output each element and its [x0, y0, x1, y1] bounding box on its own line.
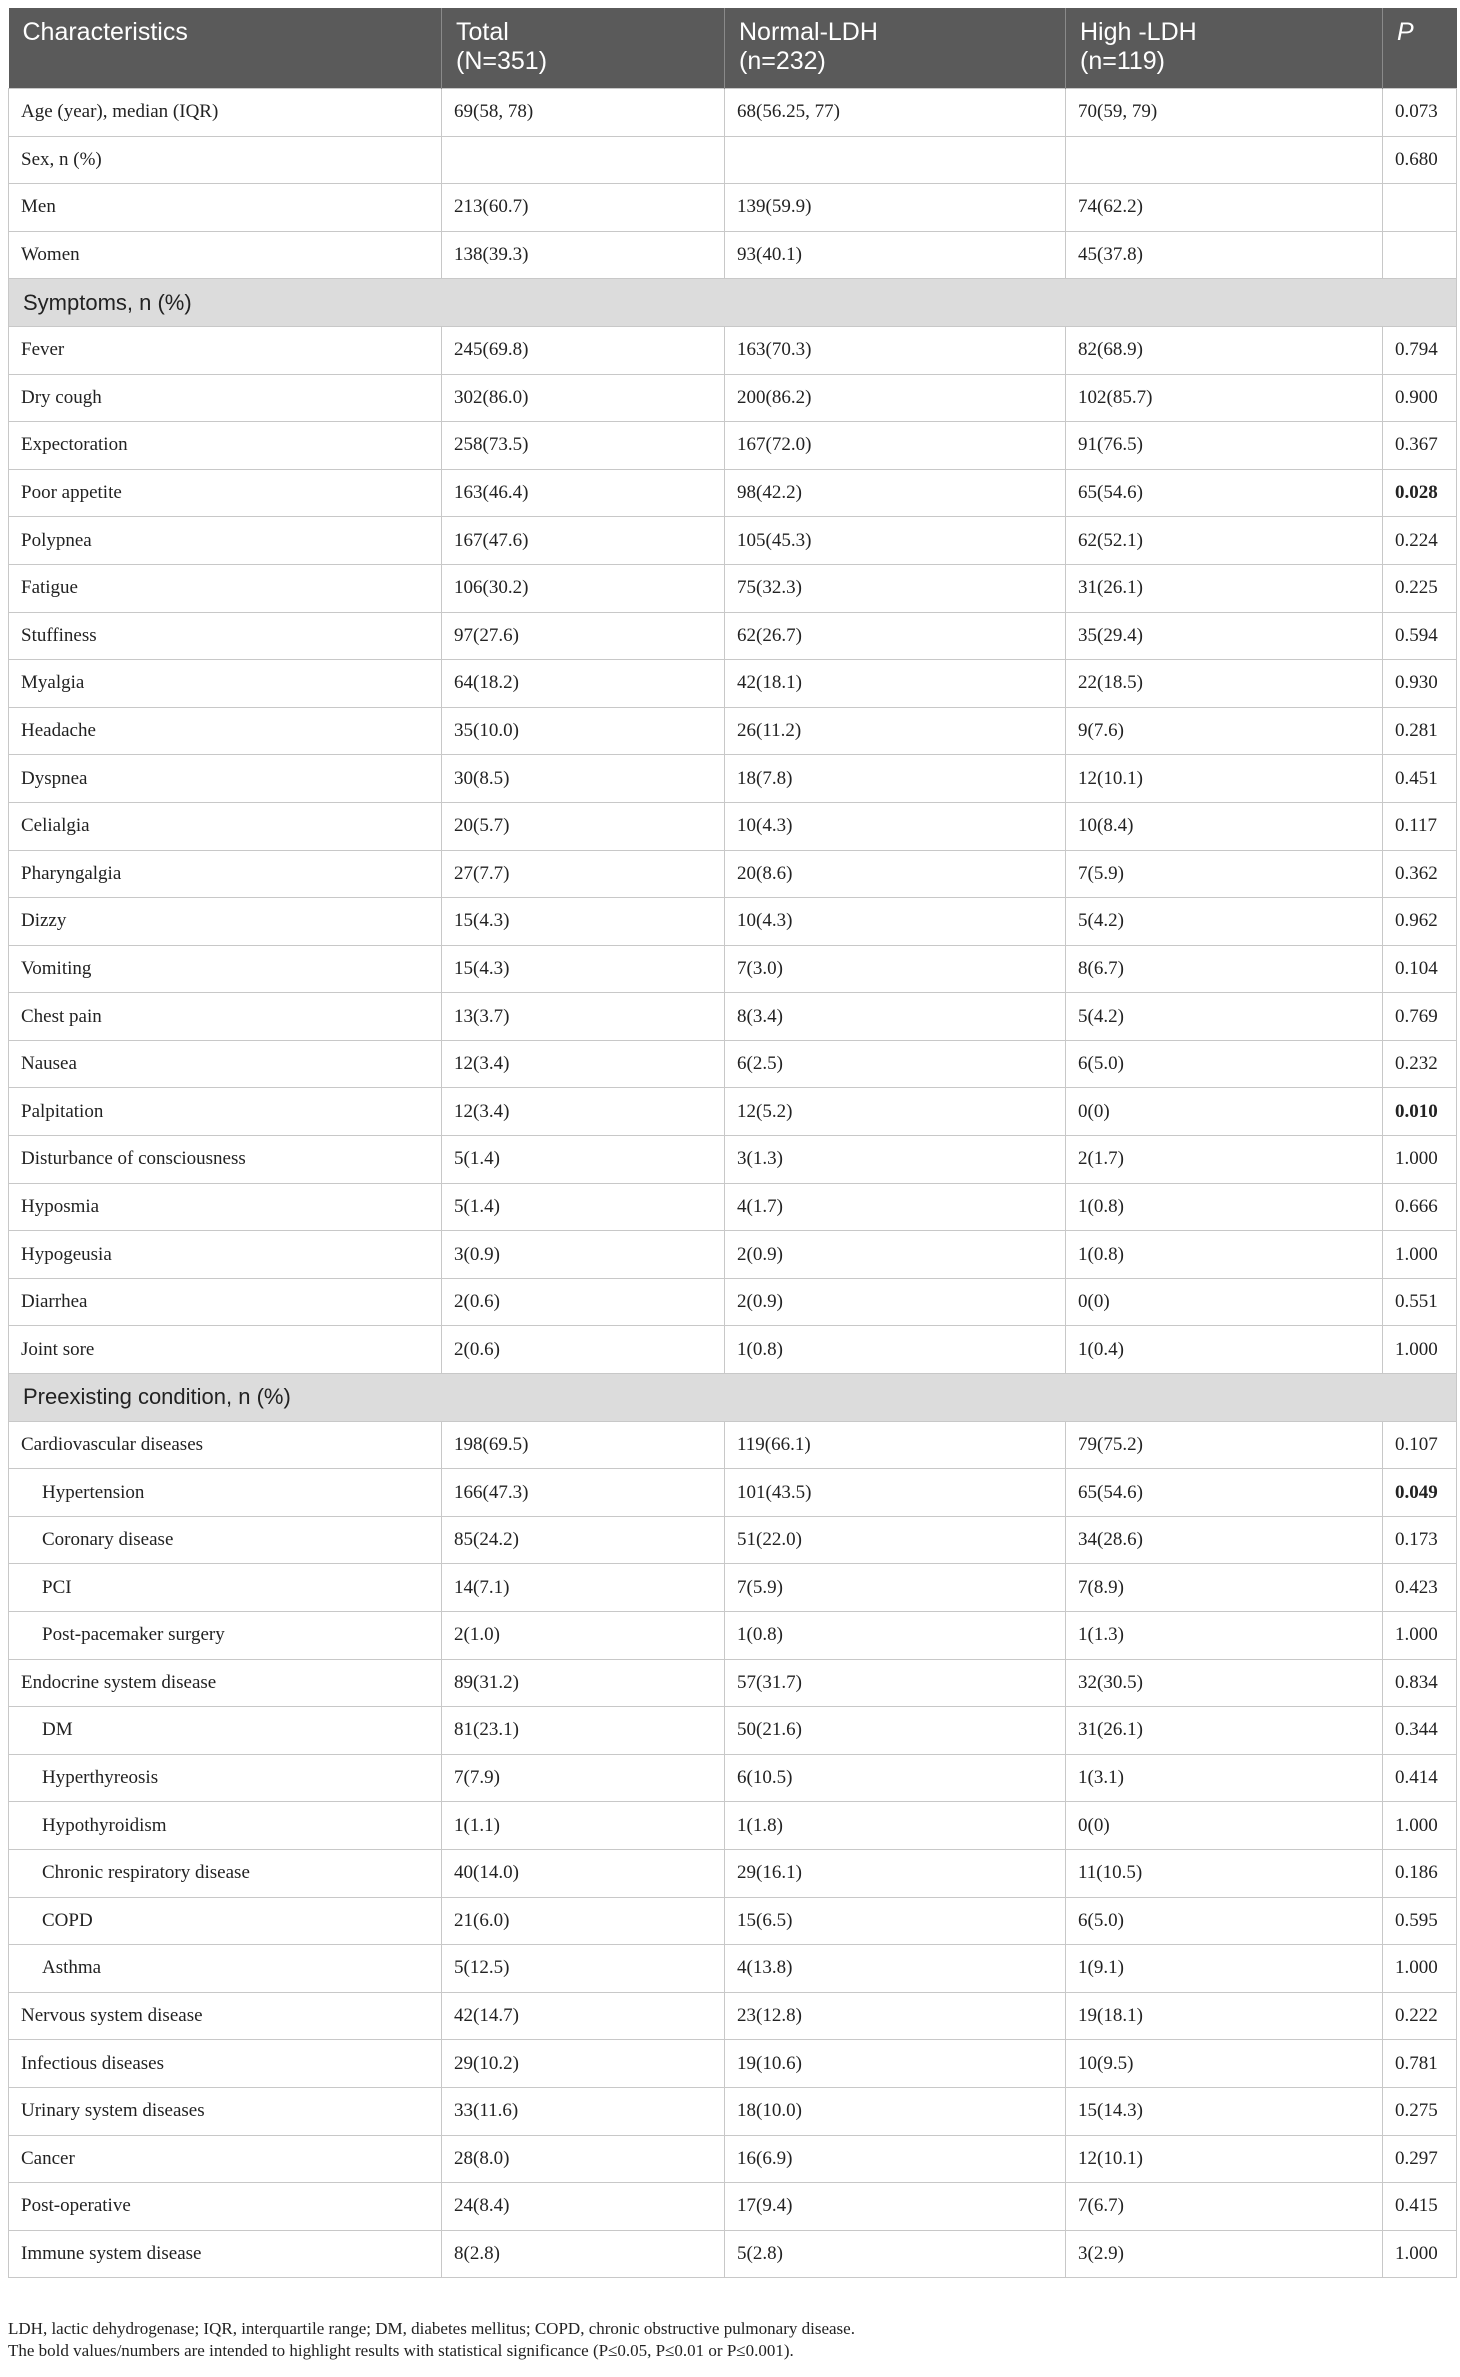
- cell-total: 213(60.7): [442, 184, 725, 232]
- cell-normal-ldh: 167(72.0): [725, 422, 1066, 470]
- cell-p-value: 0.930: [1383, 660, 1457, 708]
- cell-characteristic: Dry cough: [9, 374, 442, 422]
- cell-characteristic: Coronary disease: [9, 1516, 442, 1564]
- cell-p-value: 0.281: [1383, 707, 1457, 755]
- cell-characteristic: Joint sore: [9, 1326, 442, 1374]
- header-high-ldh-line1: High -LDH: [1080, 18, 1197, 46]
- cell-high-ldh: 10(8.4): [1066, 802, 1383, 850]
- table-header-row: [9, 8, 1457, 89]
- cell-high-ldh: 2(1.7): [1066, 1136, 1383, 1184]
- table-row: [9, 1421, 1457, 1469]
- cell-normal-ldh: 18(7.8): [725, 755, 1066, 803]
- cell-normal-ldh: 105(45.3): [725, 517, 1066, 565]
- header-high-ldh: [1066, 8, 1383, 89]
- cell-high-ldh: 32(30.5): [1066, 1659, 1383, 1707]
- table-row: [9, 89, 1457, 137]
- cell-total: 5(1.4): [442, 1183, 725, 1231]
- cell-high-ldh: 22(18.5): [1066, 660, 1383, 708]
- cell-characteristic: Dyspnea: [9, 755, 442, 803]
- cell-high-ldh: 0(0): [1066, 1278, 1383, 1326]
- cell-total: 167(47.6): [442, 517, 725, 565]
- cell-characteristic: Chronic respiratory disease: [9, 1849, 442, 1897]
- cell-characteristic: Post-pacemaker surgery: [9, 1612, 442, 1660]
- cell-high-ldh: 34(28.6): [1066, 1516, 1383, 1564]
- cell-normal-ldh: [725, 136, 1066, 184]
- cell-characteristic: Stuffiness: [9, 612, 442, 660]
- table-row: [9, 469, 1457, 517]
- cell-high-ldh: 1(0.8): [1066, 1231, 1383, 1279]
- cell-total: 42(14.7): [442, 1992, 725, 2040]
- cell-p-value: 1.000: [1383, 1136, 1457, 1184]
- cell-normal-ldh: 119(66.1): [725, 1421, 1066, 1469]
- cell-total: 2(0.6): [442, 1278, 725, 1326]
- footnote-bold-explanation: The bold values/numbers are intended to highlight results with statistical significance (P≤0.05, P≤0.01 or P≤0.001).: [8, 2341, 794, 2360]
- cell-p-value: 0.117: [1383, 802, 1457, 850]
- table-row: [9, 707, 1457, 755]
- table-row: [9, 422, 1457, 470]
- cell-total: 12(3.4): [442, 1088, 725, 1136]
- cell-normal-ldh: 50(21.6): [725, 1707, 1066, 1755]
- table-row: [9, 2183, 1457, 2231]
- cell-p-value: 0.073: [1383, 89, 1457, 137]
- table-row: [9, 184, 1457, 232]
- cell-characteristic: Asthma: [9, 1945, 442, 1993]
- cell-total: 5(1.4): [442, 1136, 725, 1184]
- cell-normal-ldh: 19(10.6): [725, 2040, 1066, 2088]
- cell-normal-ldh: 98(42.2): [725, 469, 1066, 517]
- cell-total: 3(0.9): [442, 1231, 725, 1279]
- table-row: [9, 326, 1457, 374]
- cell-characteristic: Infectious diseases: [9, 2040, 442, 2088]
- cell-total: 258(73.5): [442, 422, 725, 470]
- cell-p-value: 0.451: [1383, 755, 1457, 803]
- table-row: [9, 231, 1457, 279]
- cell-p-value: 0.594: [1383, 612, 1457, 660]
- table-row: [9, 2087, 1457, 2135]
- cell-characteristic: Sex, n (%): [9, 136, 442, 184]
- cell-p-value: 0.104: [1383, 945, 1457, 993]
- cell-total: 7(7.9): [442, 1754, 725, 1802]
- cell-characteristic: Nervous system disease: [9, 1992, 442, 2040]
- cell-p-value: 1.000: [1383, 1231, 1457, 1279]
- cell-characteristic: Nausea: [9, 1040, 442, 1088]
- cell-total: 1(1.1): [442, 1802, 725, 1850]
- table-row: [9, 136, 1457, 184]
- table-row: [9, 1754, 1457, 1802]
- cell-p-value: 0.551: [1383, 1278, 1457, 1326]
- cell-total: 138(39.3): [442, 231, 725, 279]
- cell-total: 69(58, 78): [442, 89, 725, 137]
- cell-p-value: 0.367: [1383, 422, 1457, 470]
- cell-normal-ldh: 42(18.1): [725, 660, 1066, 708]
- cell-high-ldh: 82(68.9): [1066, 326, 1383, 374]
- cell-normal-ldh: 5(2.8): [725, 2230, 1066, 2278]
- cell-total: 20(5.7): [442, 802, 725, 850]
- cell-high-ldh: 12(10.1): [1066, 2135, 1383, 2183]
- cell-normal-ldh: 200(86.2): [725, 374, 1066, 422]
- cell-high-ldh: 91(76.5): [1066, 422, 1383, 470]
- section-header-row: [9, 1374, 1457, 1422]
- table-row: [9, 1707, 1457, 1755]
- cell-characteristic: Hypothyroidism: [9, 1802, 442, 1850]
- cell-high-ldh: 31(26.1): [1066, 564, 1383, 612]
- cell-p-value: 0.107: [1383, 1421, 1457, 1469]
- cell-normal-ldh: 8(3.4): [725, 993, 1066, 1041]
- cell-characteristic: Vomiting: [9, 945, 442, 993]
- cell-p-value: 0.781: [1383, 2040, 1457, 2088]
- cell-high-ldh: 11(10.5): [1066, 1849, 1383, 1897]
- cell-normal-ldh: 4(1.7): [725, 1183, 1066, 1231]
- cell-p-value: 0.173: [1383, 1516, 1457, 1564]
- cell-total: 5(12.5): [442, 1945, 725, 1993]
- cell-high-ldh: [1066, 136, 1383, 184]
- cell-normal-ldh: 15(6.5): [725, 1897, 1066, 1945]
- cell-characteristic: Urinary system diseases: [9, 2087, 442, 2135]
- table-row: [9, 612, 1457, 660]
- cell-total: 27(7.7): [442, 850, 725, 898]
- table-row: [9, 1183, 1457, 1231]
- cell-high-ldh: 1(0.8): [1066, 1183, 1383, 1231]
- cell-high-ldh: 19(18.1): [1066, 1992, 1383, 2040]
- cell-p-value: 1.000: [1383, 1326, 1457, 1374]
- cell-high-ldh: 1(9.1): [1066, 1945, 1383, 1993]
- table-body: [9, 89, 1457, 2278]
- cell-characteristic: Post-operative: [9, 2183, 442, 2231]
- table-row: [9, 1516, 1457, 1564]
- table-row: [9, 564, 1457, 612]
- cell-high-ldh: 6(5.0): [1066, 1040, 1383, 1088]
- cell-normal-ldh: 57(31.7): [725, 1659, 1066, 1707]
- cell-high-ldh: 31(26.1): [1066, 1707, 1383, 1755]
- cell-high-ldh: 74(62.2): [1066, 184, 1383, 232]
- cell-p-value: 0.028: [1383, 469, 1457, 517]
- cell-total: 302(86.0): [442, 374, 725, 422]
- cell-characteristic: Fever: [9, 326, 442, 374]
- table-row: [9, 898, 1457, 946]
- cell-high-ldh: 5(4.2): [1066, 993, 1383, 1041]
- header-high-ldh-line2: (n=119): [1080, 47, 1166, 75]
- cell-normal-ldh: 7(3.0): [725, 945, 1066, 993]
- cell-p-value: 0.414: [1383, 1754, 1457, 1802]
- cell-characteristic: Myalgia: [9, 660, 442, 708]
- cell-p-value: 0.222: [1383, 1992, 1457, 2040]
- cell-normal-ldh: 29(16.1): [725, 1849, 1066, 1897]
- cell-normal-ldh: 139(59.9): [725, 184, 1066, 232]
- cell-normal-ldh: 93(40.1): [725, 231, 1066, 279]
- cell-normal-ldh: 23(12.8): [725, 1992, 1066, 2040]
- header-p-value-line1: P: [1397, 18, 1414, 46]
- cell-high-ldh: 15(14.3): [1066, 2087, 1383, 2135]
- cell-p-value: 0.232: [1383, 1040, 1457, 1088]
- cell-high-ldh: 7(6.7): [1066, 2183, 1383, 2231]
- cell-p-value: 0.595: [1383, 1897, 1457, 1945]
- cell-p-value: 0.225: [1383, 564, 1457, 612]
- cell-normal-ldh: 6(2.5): [725, 1040, 1066, 1088]
- cell-characteristic: Pharyngalgia: [9, 850, 442, 898]
- cell-normal-ldh: 3(1.3): [725, 1136, 1066, 1184]
- cell-high-ldh: 12(10.1): [1066, 755, 1383, 803]
- cell-p-value: [1383, 184, 1457, 232]
- table-row: [9, 660, 1457, 708]
- cell-total: 40(14.0): [442, 1849, 725, 1897]
- header-total: [442, 8, 725, 89]
- cell-high-ldh: 0(0): [1066, 1088, 1383, 1136]
- cell-total: 198(69.5): [442, 1421, 725, 1469]
- table-row: [9, 1469, 1457, 1517]
- cell-characteristic: Celialgia: [9, 802, 442, 850]
- table-row: [9, 1897, 1457, 1945]
- cell-normal-ldh: 12(5.2): [725, 1088, 1066, 1136]
- cell-p-value: 0.344: [1383, 1707, 1457, 1755]
- cell-high-ldh: 45(37.8): [1066, 231, 1383, 279]
- section-header-row: [9, 279, 1457, 327]
- cell-normal-ldh: 10(4.3): [725, 898, 1066, 946]
- table-row: [9, 1278, 1457, 1326]
- cell-p-value: 0.275: [1383, 2087, 1457, 2135]
- cell-p-value: 0.769: [1383, 993, 1457, 1041]
- cell-high-ldh: 70(59, 79): [1066, 89, 1383, 137]
- cell-p-value: 0.415: [1383, 2183, 1457, 2231]
- table-row: [9, 993, 1457, 1041]
- table-row: [9, 755, 1457, 803]
- cell-p-value: 0.680: [1383, 136, 1457, 184]
- table-row: [9, 1088, 1457, 1136]
- cell-characteristic: Cancer: [9, 2135, 442, 2183]
- table-row: [9, 2040, 1457, 2088]
- cell-p-value: 0.186: [1383, 1849, 1457, 1897]
- cell-total: 166(47.3): [442, 1469, 725, 1517]
- cell-p-value: 0.362: [1383, 850, 1457, 898]
- cell-high-ldh: 8(6.7): [1066, 945, 1383, 993]
- header-total-line1: Total: [456, 18, 509, 46]
- cell-characteristic: PCI: [9, 1564, 442, 1612]
- table-row: [9, 1040, 1457, 1088]
- cell-high-ldh: 5(4.2): [1066, 898, 1383, 946]
- cell-normal-ldh: 17(9.4): [725, 2183, 1066, 2231]
- table-row: [9, 1231, 1457, 1279]
- cell-normal-ldh: 163(70.3): [725, 326, 1066, 374]
- cell-normal-ldh: 75(32.3): [725, 564, 1066, 612]
- header-normal-ldh-line1: Normal-LDH: [739, 18, 878, 46]
- cell-high-ldh: 7(8.9): [1066, 1564, 1383, 1612]
- cell-p-value: 0.900: [1383, 374, 1457, 422]
- cell-total: 13(3.7): [442, 993, 725, 1041]
- cell-normal-ldh: 1(0.8): [725, 1326, 1066, 1374]
- cell-p-value: 0.049: [1383, 1469, 1457, 1517]
- table-row: [9, 1945, 1457, 1993]
- cell-characteristic: Chest pain: [9, 993, 442, 1041]
- cell-total: 163(46.4): [442, 469, 725, 517]
- cell-total: 245(69.8): [442, 326, 725, 374]
- cell-normal-ldh: 51(22.0): [725, 1516, 1066, 1564]
- cell-normal-ldh: 10(4.3): [725, 802, 1066, 850]
- cell-characteristic: Women: [9, 231, 442, 279]
- cell-characteristic: Headache: [9, 707, 442, 755]
- cell-characteristic: Fatigue: [9, 564, 442, 612]
- cell-characteristic: Hyposmia: [9, 1183, 442, 1231]
- cell-total: 8(2.8): [442, 2230, 725, 2278]
- table-row: [9, 1849, 1457, 1897]
- cell-characteristic: Hypogeusia: [9, 1231, 442, 1279]
- cell-high-ldh: 1(3.1): [1066, 1754, 1383, 1802]
- cell-total: 97(27.6): [442, 612, 725, 660]
- cell-high-ldh: 7(5.9): [1066, 850, 1383, 898]
- header-characteristics: [9, 8, 442, 89]
- cell-total: 2(0.6): [442, 1326, 725, 1374]
- cell-characteristic: Immune system disease: [9, 2230, 442, 2278]
- cell-p-value: 0.297: [1383, 2135, 1457, 2183]
- cell-characteristic: Dizzy: [9, 898, 442, 946]
- table-row: [9, 1564, 1457, 1612]
- cell-total: 28(8.0): [442, 2135, 725, 2183]
- cell-characteristic: Hypertension: [9, 1469, 442, 1517]
- header-total-line2: (N=351): [456, 47, 548, 75]
- cell-high-ldh: 62(52.1): [1066, 517, 1383, 565]
- cell-normal-ldh: 101(43.5): [725, 1469, 1066, 1517]
- cell-characteristic: Hyperthyreosis: [9, 1754, 442, 1802]
- cell-p-value: 0.834: [1383, 1659, 1457, 1707]
- header-p-value: [1383, 8, 1457, 89]
- header-normal-ldh: [725, 8, 1066, 89]
- cell-p-value: 1.000: [1383, 1612, 1457, 1660]
- table-row: [9, 2135, 1457, 2183]
- table-footnotes: [8, 2318, 1456, 2362]
- section-label: Symptoms, n (%): [9, 279, 1457, 327]
- cell-high-ldh: 9(7.6): [1066, 707, 1383, 755]
- cell-normal-ldh: 68(56.25, 77): [725, 89, 1066, 137]
- cell-p-value: 0.794: [1383, 326, 1457, 374]
- cell-high-ldh: 1(0.4): [1066, 1326, 1383, 1374]
- table-row: [9, 1802, 1457, 1850]
- cell-total: 64(18.2): [442, 660, 725, 708]
- cell-total: 15(4.3): [442, 898, 725, 946]
- cell-characteristic: Cardiovascular diseases: [9, 1421, 442, 1469]
- header-characteristics-line1: Characteristics: [22, 18, 188, 46]
- table-row: [9, 802, 1457, 850]
- cell-p-value: 0.666: [1383, 1183, 1457, 1231]
- cell-total: 21(6.0): [442, 1897, 725, 1945]
- cell-p-value: 1.000: [1383, 1945, 1457, 1993]
- table-row: [9, 517, 1457, 565]
- table-row: [9, 2230, 1457, 2278]
- cell-total: 85(24.2): [442, 1516, 725, 1564]
- cell-total: 35(10.0): [442, 707, 725, 755]
- cell-total: 33(11.6): [442, 2087, 725, 2135]
- cell-total: 81(23.1): [442, 1707, 725, 1755]
- cell-normal-ldh: 6(10.5): [725, 1754, 1066, 1802]
- cell-characteristic: Diarrhea: [9, 1278, 442, 1326]
- cell-characteristic: Poor appetite: [9, 469, 442, 517]
- cell-p-value: 0.423: [1383, 1564, 1457, 1612]
- cell-p-value: 0.010: [1383, 1088, 1457, 1136]
- cell-total: 29(10.2): [442, 2040, 725, 2088]
- cell-p-value: 1.000: [1383, 2230, 1457, 2278]
- cell-high-ldh: 10(9.5): [1066, 2040, 1383, 2088]
- cell-high-ldh: 65(54.6): [1066, 469, 1383, 517]
- cell-normal-ldh: 20(8.6): [725, 850, 1066, 898]
- cell-total: 14(7.1): [442, 1564, 725, 1612]
- cell-high-ldh: 0(0): [1066, 1802, 1383, 1850]
- header-normal-ldh-line2: (n=232): [739, 47, 826, 75]
- cell-high-ldh: 6(5.0): [1066, 1897, 1383, 1945]
- cell-total: 30(8.5): [442, 755, 725, 803]
- table-row: [9, 1992, 1457, 2040]
- table-container: [8, 8, 1456, 2278]
- table-row: [9, 1326, 1457, 1374]
- table-row: [9, 1612, 1457, 1660]
- characteristics-table: [8, 8, 1457, 2278]
- cell-p-value: 0.224: [1383, 517, 1457, 565]
- cell-total: 15(4.3): [442, 945, 725, 993]
- cell-normal-ldh: 62(26.7): [725, 612, 1066, 660]
- table-row: [9, 945, 1457, 993]
- cell-characteristic: Men: [9, 184, 442, 232]
- cell-normal-ldh: 1(0.8): [725, 1612, 1066, 1660]
- cell-total: 106(30.2): [442, 564, 725, 612]
- cell-total: 24(8.4): [442, 2183, 725, 2231]
- cell-total: [442, 136, 725, 184]
- cell-normal-ldh: 2(0.9): [725, 1231, 1066, 1279]
- cell-total: 12(3.4): [442, 1040, 725, 1088]
- cell-high-ldh: 65(54.6): [1066, 1469, 1383, 1517]
- cell-high-ldh: 3(2.9): [1066, 2230, 1383, 2278]
- cell-p-value: [1383, 231, 1457, 279]
- table-row: [9, 1136, 1457, 1184]
- cell-high-ldh: 79(75.2): [1066, 1421, 1383, 1469]
- table-row: [9, 850, 1457, 898]
- cell-characteristic: Disturbance of consciousness: [9, 1136, 442, 1184]
- cell-characteristic: Endocrine system disease: [9, 1659, 442, 1707]
- cell-total: 89(31.2): [442, 1659, 725, 1707]
- cell-p-value: 0.962: [1383, 898, 1457, 946]
- cell-total: 2(1.0): [442, 1612, 725, 1660]
- footnote-abbreviations: LDH, lactic dehydrogenase; IQR, interquartile range; DM, diabetes mellitus; COPD, chronic obstructive pulmonary disease.: [8, 2319, 855, 2338]
- cell-characteristic: Age (year), median (IQR): [9, 89, 442, 137]
- cell-characteristic: Palpitation: [9, 1088, 442, 1136]
- cell-high-ldh: 102(85.7): [1066, 374, 1383, 422]
- cell-normal-ldh: 7(5.9): [725, 1564, 1066, 1612]
- cell-characteristic: Polypnea: [9, 517, 442, 565]
- cell-normal-ldh: 18(10.0): [725, 2087, 1066, 2135]
- cell-normal-ldh: 16(6.9): [725, 2135, 1066, 2183]
- cell-normal-ldh: 2(0.9): [725, 1278, 1066, 1326]
- cell-characteristic: DM: [9, 1707, 442, 1755]
- cell-normal-ldh: 4(13.8): [725, 1945, 1066, 1993]
- cell-high-ldh: 1(1.3): [1066, 1612, 1383, 1660]
- cell-characteristic: Expectoration: [9, 422, 442, 470]
- table-row: [9, 374, 1457, 422]
- cell-p-value: 1.000: [1383, 1802, 1457, 1850]
- cell-high-ldh: 35(29.4): [1066, 612, 1383, 660]
- cell-normal-ldh: 1(1.8): [725, 1802, 1066, 1850]
- cell-characteristic: COPD: [9, 1897, 442, 1945]
- cell-normal-ldh: 26(11.2): [725, 707, 1066, 755]
- table-row: [9, 1659, 1457, 1707]
- section-label: Preexisting condition, n (%): [9, 1374, 1457, 1422]
